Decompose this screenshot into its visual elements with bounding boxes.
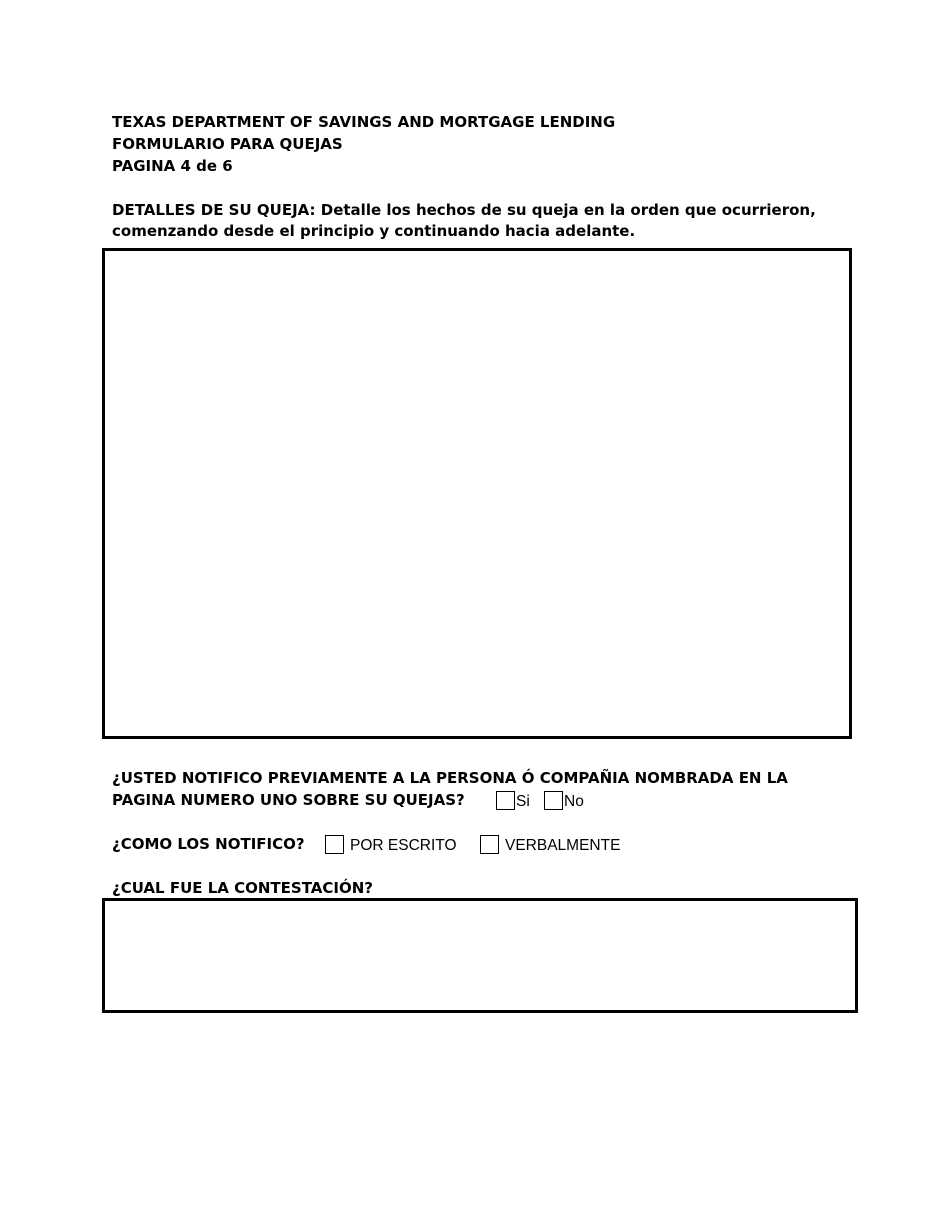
details-instruction-line1: DETALLES DE SU QUEJA: Detalle los hechos de su queja en la orden que ocurrieron, <box>112 201 816 219</box>
response-field[interactable] <box>102 898 858 1013</box>
how-notified-question: ¿COMO LOS NOTIFICO? <box>112 835 305 853</box>
page-number: PAGINA 4 de 6 <box>112 157 233 175</box>
verbal-label: VERBALMENTE <box>505 837 621 854</box>
form-title: FORMULARIO PARA QUEJAS <box>112 135 343 153</box>
written-label: POR ESCRITO <box>350 837 457 854</box>
notified-no-checkbox[interactable] <box>544 791 563 810</box>
notified-yes-checkbox[interactable] <box>496 791 515 810</box>
details-instruction-line2: comenzando desde el principio y continuando hacia adelante. <box>112 222 636 240</box>
notified-question-line1: ¿USTED NOTIFICO PREVIAMENTE A LA PERSONA Ó COMPAÑIA NOMBRADA EN LA <box>112 769 788 787</box>
complaint-details-field[interactable] <box>102 248 852 739</box>
notified-no-label: No <box>564 793 584 810</box>
response-question: ¿CUAL FUE LA CONTESTACIÓN? <box>112 879 373 897</box>
notified-yes-label: Si <box>516 793 530 810</box>
agency-name: TEXAS DEPARTMENT OF SAVINGS AND MORTGAGE LENDING <box>112 113 616 131</box>
verbal-checkbox[interactable] <box>480 835 499 854</box>
written-checkbox[interactable] <box>325 835 344 854</box>
notified-question-line2: PAGINA NUMERO UNO SOBRE SU QUEJAS? <box>112 791 465 809</box>
